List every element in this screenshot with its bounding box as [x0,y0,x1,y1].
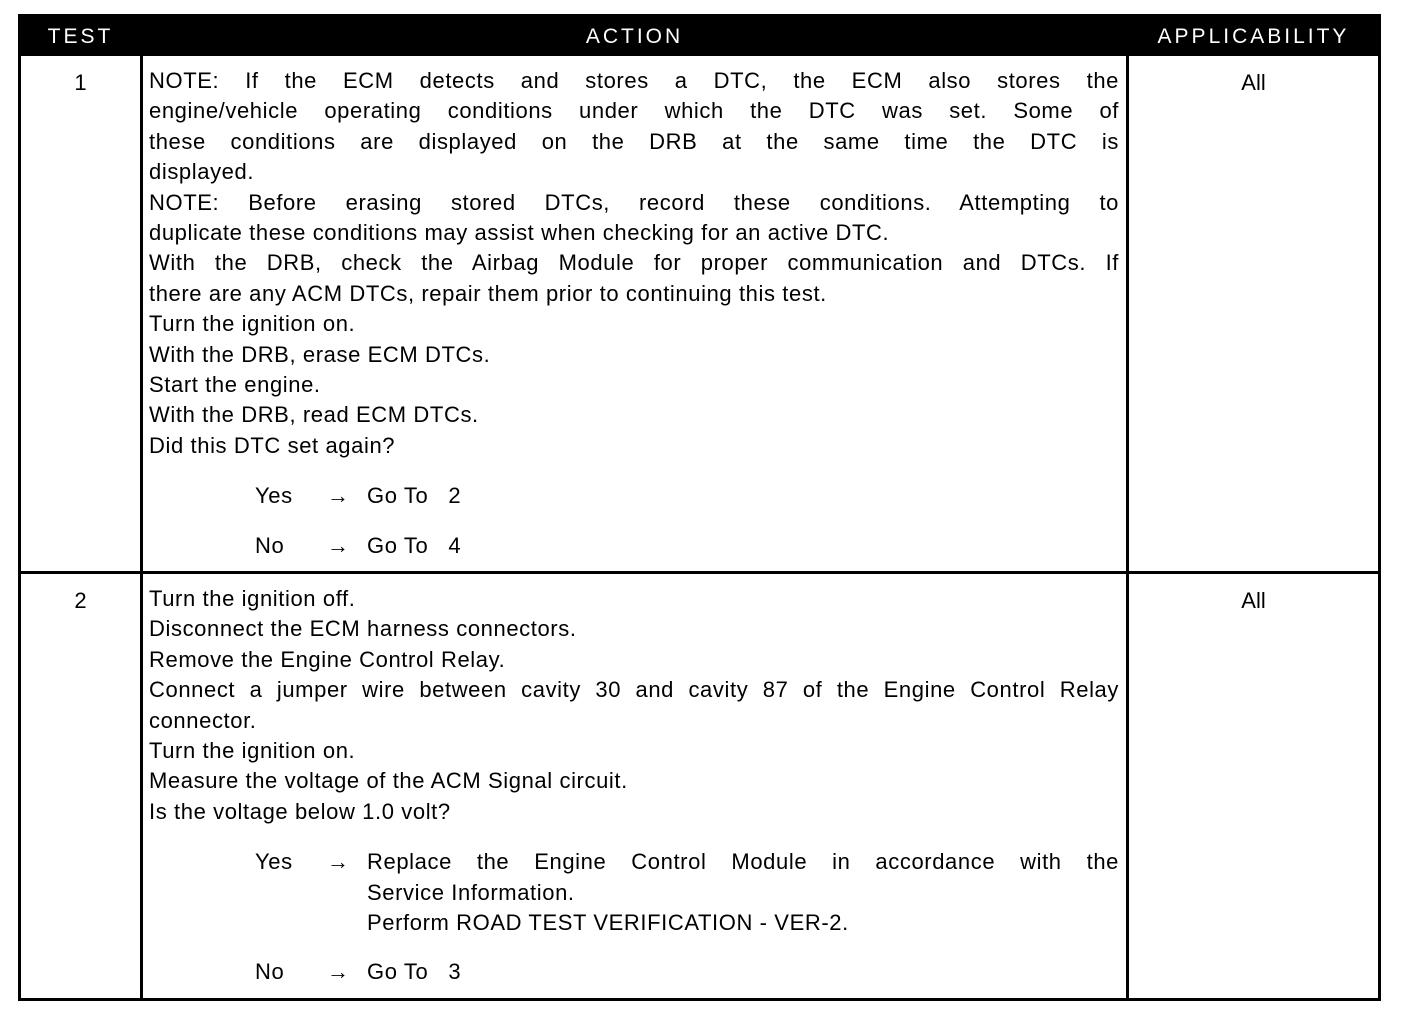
option-text [367,481,1119,511]
action-line: these conditions are displayed on the DRB at the same time the DTC is [149,128,1119,154]
action-line: Turn the ignition on. [149,311,356,337]
option-yes [149,847,1119,938]
option-label: No [255,532,285,558]
option-yes [149,481,1119,511]
action-line: there are any ACM DTCs, repair them prior to continuing this test. [149,280,827,306]
column-divider [140,56,143,998]
option-no [149,957,1119,987]
action-line: With the DRB, erase ECM DTCs. [149,341,491,367]
action-line: Is the voltage below 1.0 volt? [149,798,451,824]
action-line: Remove the Engine Control Relay. [149,646,506,672]
action-line: With the DRB, read ECM DTCs. [149,402,479,428]
action-line: With the DRB, check the Airbag Module for proper communication and DTCs. If [149,250,1119,276]
action-line: connector. [149,707,257,733]
action-line: NOTE: If the ECM detects and stores a DTC, the ECM also stores the [149,68,1119,93]
header-action: ACTION [585,25,684,48]
decision-options [149,481,1119,561]
action-line: Start the engine. [149,372,321,398]
arrow-right-icon: → [327,959,350,985]
header-applicability: APPLICABILITY [1157,25,1350,48]
action-line: engine/vehicle operating conditions under which the DTC was set. Some of [149,98,1119,124]
test-number-2: 2 [74,588,87,613]
option-line: Go To 2 [367,483,462,509]
action-line: NOTE: Before erasing stored DTCs, record these conditions. Attempting to [149,189,1119,215]
action-line: Turn the ignition on. [149,738,356,764]
action-cell-2 [149,584,1119,988]
option-line: Go To 3 [367,959,462,985]
action-line: Turn the ignition off. [149,586,356,611]
option-label: No [255,959,285,985]
header-test: TEST [47,25,114,48]
column-divider [1126,56,1129,998]
option-line: Perform ROAD TEST VERIFICATION - VER-2. [367,910,849,936]
action-line: displayed. [149,159,255,185]
arrow-right-icon: → [327,532,350,558]
action-line: Connect a jumper wire between cavity 30 and cavity 87 of the Engine Control Relay [149,677,1119,703]
action-line: Disconnect the ECM harness connectors. [149,616,577,642]
option-label: Yes [255,849,293,875]
option-line: Go To 4 [367,532,462,558]
action-line: Did this DTC set again? [149,432,396,458]
option-no [149,531,1119,561]
action-line: duplicate these conditions may assist when checking for an active DTC. [149,220,890,246]
arrow-right-icon: → [327,483,350,509]
decision-options [149,847,1119,988]
row-divider [21,571,1378,574]
option-line: Service Information. [367,879,575,905]
table-header [21,17,1378,56]
option-line: Replace the Engine Control Module in accordance with the [367,849,1119,875]
arrow-right-icon: → [327,849,350,875]
applicability-2: All [1241,588,1266,613]
diagnostic-test-table [18,14,1381,1001]
option-text [367,531,1119,561]
applicability-1: All [1241,70,1266,95]
option-label: Yes [255,483,293,509]
action-line: Measure the voltage of the ACM Signal circuit. [149,768,628,794]
test-number-1: 1 [74,70,87,95]
action-cell-1 [149,66,1119,561]
option-text [367,957,1119,987]
option-text [367,847,1119,938]
